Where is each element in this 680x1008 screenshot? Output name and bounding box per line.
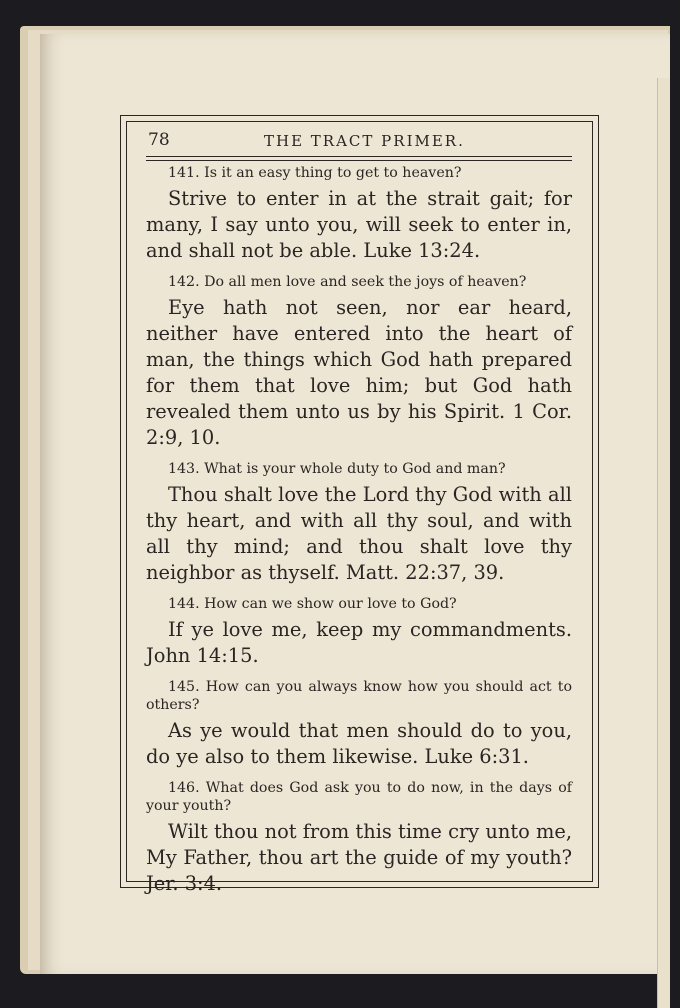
question-text: 141. Is it an easy thing to get to heaven? bbox=[168, 165, 462, 181]
answer-text: If ye love me, keep my commandments. John 14:15. bbox=[146, 618, 572, 667]
answer-text: Eye hath not seen, nor ear heard, neither have entered into the heart of man, the things which God hath prepared for them that love him; but God hath revealed them unto us by his Spirit. 1 Cor. 2:9, 10. bbox=[146, 296, 572, 449]
question-text: 142. Do all men love and seek the joys of heaven? bbox=[168, 274, 527, 290]
answer-text: Thou shalt love the Lord thy God with all thy heart, and with all thy soul, and with all thy mind; and thou shalt love thy neighbor as thyself. Matt. 22:37, 39. bbox=[146, 483, 572, 584]
header-rule-bottom bbox=[146, 160, 572, 161]
qa-entry-146 bbox=[146, 779, 572, 897]
answer-text: Strive to enter in at the strait gait; for many, I say unto you, will seek to enter in, and shall not be able. Luke 13:24. bbox=[146, 187, 572, 262]
answer-text: As ye would that men should do to you, do ye also to them likewise. Luke 6:31. bbox=[146, 719, 572, 768]
running-title: THE TRACT PRIMER. bbox=[264, 132, 465, 150]
qa-entry-145 bbox=[146, 678, 572, 770]
question-text: 143. What is your whole duty to God and man? bbox=[168, 461, 506, 477]
qa-entry-144 bbox=[146, 595, 572, 669]
qa-entry-142 bbox=[146, 273, 572, 451]
qa-entry-143 bbox=[146, 460, 572, 586]
answer-text: Wilt thou not from this time cry unto me, My Father, thou art the guide of my youth? Jer. 3:4. bbox=[146, 820, 572, 895]
question-text: 145. How can you always know how you should act to others? bbox=[146, 679, 572, 713]
page-number: 78 bbox=[148, 130, 170, 150]
next-page-edge bbox=[657, 78, 670, 1008]
running-header bbox=[146, 128, 572, 154]
primer-content bbox=[146, 164, 572, 906]
qa-entry-141 bbox=[146, 164, 572, 264]
question-text: 146. What does God ask you to do now, in the days of your youth? bbox=[146, 780, 572, 814]
question-text: 144. How can we show our love to God? bbox=[168, 596, 457, 612]
header-rule-top bbox=[146, 156, 572, 157]
